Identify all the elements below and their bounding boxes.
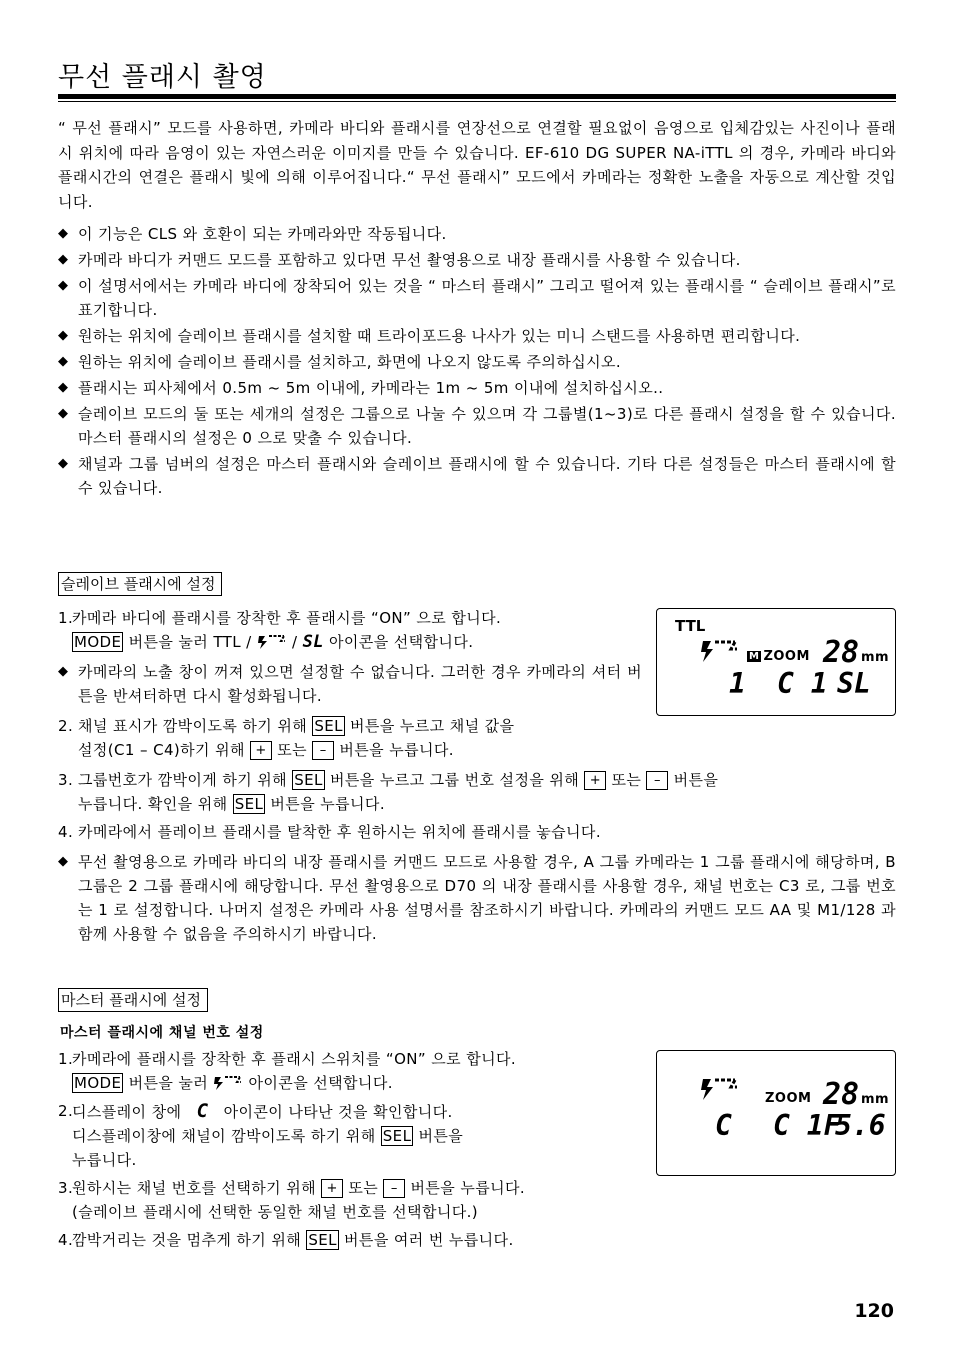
master-step-1: 1. 카메라에 플래시를 장착한 후 플래시 스위치를 “ON” 으로 합니다. MODE 버튼을 눌러 아이콘을 선택합니다. — [58, 1050, 517, 1092]
diamond-bullet-icon: ◆ — [58, 252, 69, 267]
channel-value: C 1F — [773, 1109, 841, 1142]
diamond-bullet-icon: ◆ — [58, 354, 69, 369]
minus-key-label: – — [383, 1179, 405, 1198]
page-title: 무선 플래시 촬영 — [58, 62, 267, 93]
sel-key-label: SEL — [294, 771, 323, 789]
intro-paragraph: “ 무선 플래시” 모드를 사용하면, 카메라 바디와 플래시를 연장선으로 연결할 필요없이 음영으로 입체감있는 사진이나 플래시 위치에 따라 음영이 있는 자연스러운 이미지를 만들 수 있습니다. EF-610 DG SUPER NA-iTTL 의 경우, 카메라 바디와 플래시간의 연결은 플래시 빛에 의해 이루어집니다.“ 무선 플래시” 모드에서 카메라는 정확한 노출을 자동으로 계산할 것입니다. — [58, 119, 896, 211]
list-item: ◆ 슬레이브 모드의 둘 또는 세개의 설정은 그룹으로 나눌 수 있으며 각 그룹별(1~3)로 다른 플래시 설정을 할 수 있습니다. 마스터 플래시의 설정은 0 으로 맞출 수 있습니다. — [58, 402, 896, 450]
zoom-value: 28 — [823, 1077, 860, 1112]
lcd-display-master — [656, 1050, 896, 1176]
minus-key-label: – — [312, 741, 334, 760]
sel-key-label: SEL — [308, 1231, 337, 1249]
master-step-2: 2. 디스플레이 창에 C 아이콘이 나타난 것을 확인합니다. 디스플레이창에 채널이 깜박이도록 하기 위해 SEL 버튼을 누릅니다. — [58, 1100, 464, 1169]
master-steps — [58, 1047, 642, 1252]
bullet-list — [58, 222, 896, 500]
lcd-left-digit: 1 — [729, 667, 746, 700]
slave-section-heading: 슬레이브 플래시에 설정 — [58, 572, 222, 596]
diamond-bullet-icon: ◆ — [58, 278, 69, 293]
list-item: ◆ 이 설명서에서는 카메라 바디에 장착되어 있는 것을 “ 마스터 플래시” 그리고 떨어져 있는 플래시를 “ 슬레이브 플래시”로 표기합니다. — [58, 274, 896, 322]
zoom-label: ZOOM — [765, 1091, 812, 1106]
slave-step-4: 4. 카메라에서 플레이브 플래시를 탈착한 후 원하시는 위치에 플래시를 놓습니다. — [58, 823, 601, 841]
channel-c-icon: C — [196, 1100, 209, 1122]
list-item: ◆ 채널과 그룹 넘버의 설정은 마스터 플래시와 슬레이브 플래시에 할 수 있습니다. 기타 다른 설정들은 마스터 플래시에 할 수 있습니다. — [58, 452, 896, 500]
list-item: ◆ 카메라 바디가 커맨드 모드를 포함하고 있다면 무선 촬영용으로 내장 플래시를 사용할 수 있습니다. — [58, 248, 896, 272]
slave-step-2: 2. 채널 표시가 깜박이도록 하기 위해 SEL 버튼을 누르고 채널 값을 설정(C1 – C4)하기 위해 + 또는 – 버튼을 누릅니다. — [58, 717, 515, 759]
master-section-heading: 마스터 플래시에 설정 — [58, 988, 208, 1012]
lcd-display-slave: TTL M ZOOM 28 mm 1 C 1 SL — [656, 608, 896, 716]
slave-step-1: 1. 카메라 바디에 플래시를 장착한 후 플래시를 “ON” 으로 합니다. MODE 버튼을 눌러 TTL / / SL 아이콘을 선택합니다. — [58, 609, 502, 652]
slave-steps-top — [58, 606, 642, 762]
channel-mode-indicator: C — [715, 1109, 732, 1142]
plus-key-label: + — [584, 771, 606, 790]
channel-value: C 1 — [777, 667, 828, 700]
wireless-flash-icon — [257, 634, 287, 650]
minus-key-label: – — [646, 771, 668, 790]
wireless-flash-icon — [699, 639, 741, 663]
diamond-bullet-icon: ◆ — [58, 328, 69, 343]
diamond-bullet-icon: ◆ — [58, 456, 69, 471]
mode-key-label: MODE — [74, 633, 122, 651]
title-rule-thin — [58, 101, 896, 102]
list-item: ◆ 원하는 위치에 슬레이브 플래시를 설치할 때 트라이포드용 나사가 있는 미니 스탠드를 사용하면 편리합니다. — [58, 324, 896, 348]
master-step-4: 4. 깜박거리는 것을 멈추게 하기 위해 SEL 버튼을 여러 번 누릅니다. — [58, 1231, 514, 1249]
zoom-unit: mm — [861, 650, 890, 665]
slave-note-1: ◆ 카메라의 노출 창이 꺼져 있으면 설정할 수 없습니다. 그러한 경우 카메라의 셔터 버튼을 반셔터하면 다시 활성화됩니다. — [58, 660, 642, 708]
slave-steps-bottom — [58, 768, 896, 946]
zoom-value: 28 — [823, 635, 860, 670]
sel-key-label: SEL — [382, 1127, 412, 1145]
diamond-bullet-icon: ◆ — [58, 406, 69, 421]
list-item: ◆ 원하는 위치에 슬레이브 플래시를 설치하고, 화면에 나오지 않도록 주의하십시오. — [58, 350, 896, 374]
wireless-flash-icon — [213, 1075, 243, 1091]
sel-key-label: SEL — [234, 795, 264, 813]
list-item: ◆ 이 기능은 CLS 와 호환이 되는 카메라와만 작동됩니다. — [58, 222, 896, 246]
diamond-bullet-icon: ◆ — [58, 664, 69, 679]
wireless-flash-icon — [699, 1077, 741, 1101]
plus-key-label: + — [321, 1179, 343, 1198]
zoom-unit: mm — [861, 1092, 890, 1107]
slave-note-2: ◆ 무선 촬영용으로 카메라 바디의 내장 플래시를 커맨드 모드로 사용할 경우, A 그룹 카메라는 1 그룹 플래시에 해당하며, B 그룹은 2 그룹 플래시에 해당합니다. 무선 촬영용으로 D70 의 내장 플래시를 사용할 경우, 채널 번호는 C3 로, 그룹 번호는 1 로 설정합니다. 나머지 설정은 카메라 사용 설명서를 참조하시기 바랍니다. 카메라의 커맨드 모드 AA 및 M1/128 과 함께 사용할 수 없음을 주의하시기 바랍니다. — [58, 850, 896, 946]
diamond-bullet-icon: ◆ — [58, 226, 69, 241]
diamond-bullet-icon: ◆ — [58, 380, 69, 395]
mode-key-label: MODE — [74, 1074, 122, 1092]
master-subheading: 마스터 플래시에 채널 번호 설정 — [60, 1025, 264, 1041]
sel-key-label: SEL — [314, 717, 343, 735]
page-number: 120 — [854, 1300, 894, 1322]
zoom-label: M ZOOM — [749, 649, 810, 664]
title-rule-thick — [58, 94, 896, 99]
slave-mode-value: SL — [837, 667, 871, 700]
slave-icon: SL — [302, 632, 324, 652]
aperture-value: 5.6 — [835, 1109, 886, 1142]
plus-key-label: + — [250, 741, 272, 760]
diamond-bullet-icon: ◆ — [58, 854, 69, 869]
slave-step-3: 3. 그룹번호가 깜박이게 하기 위해 SEL 버튼을 누르고 그룹 번호 설정을 위해 + 또는 – 버튼을 누릅니다. 확인을 위해 SEL 버튼을 누릅니다. — [58, 771, 719, 813]
master-step-3: 3. 원하시는 채널 번호를 선택하기 위해 + 또는 – 버튼을 누릅니다. (슬레이브 플래시에 선택한 동일한 채널 번호를 선택합니다.) — [58, 1179, 526, 1221]
list-item: ◆ 플래시는 피사체에서 0.5m ~ 5m 이내에, 카메라는 1m ~ 5m 이내에 설치하십시오.. — [58, 376, 896, 400]
